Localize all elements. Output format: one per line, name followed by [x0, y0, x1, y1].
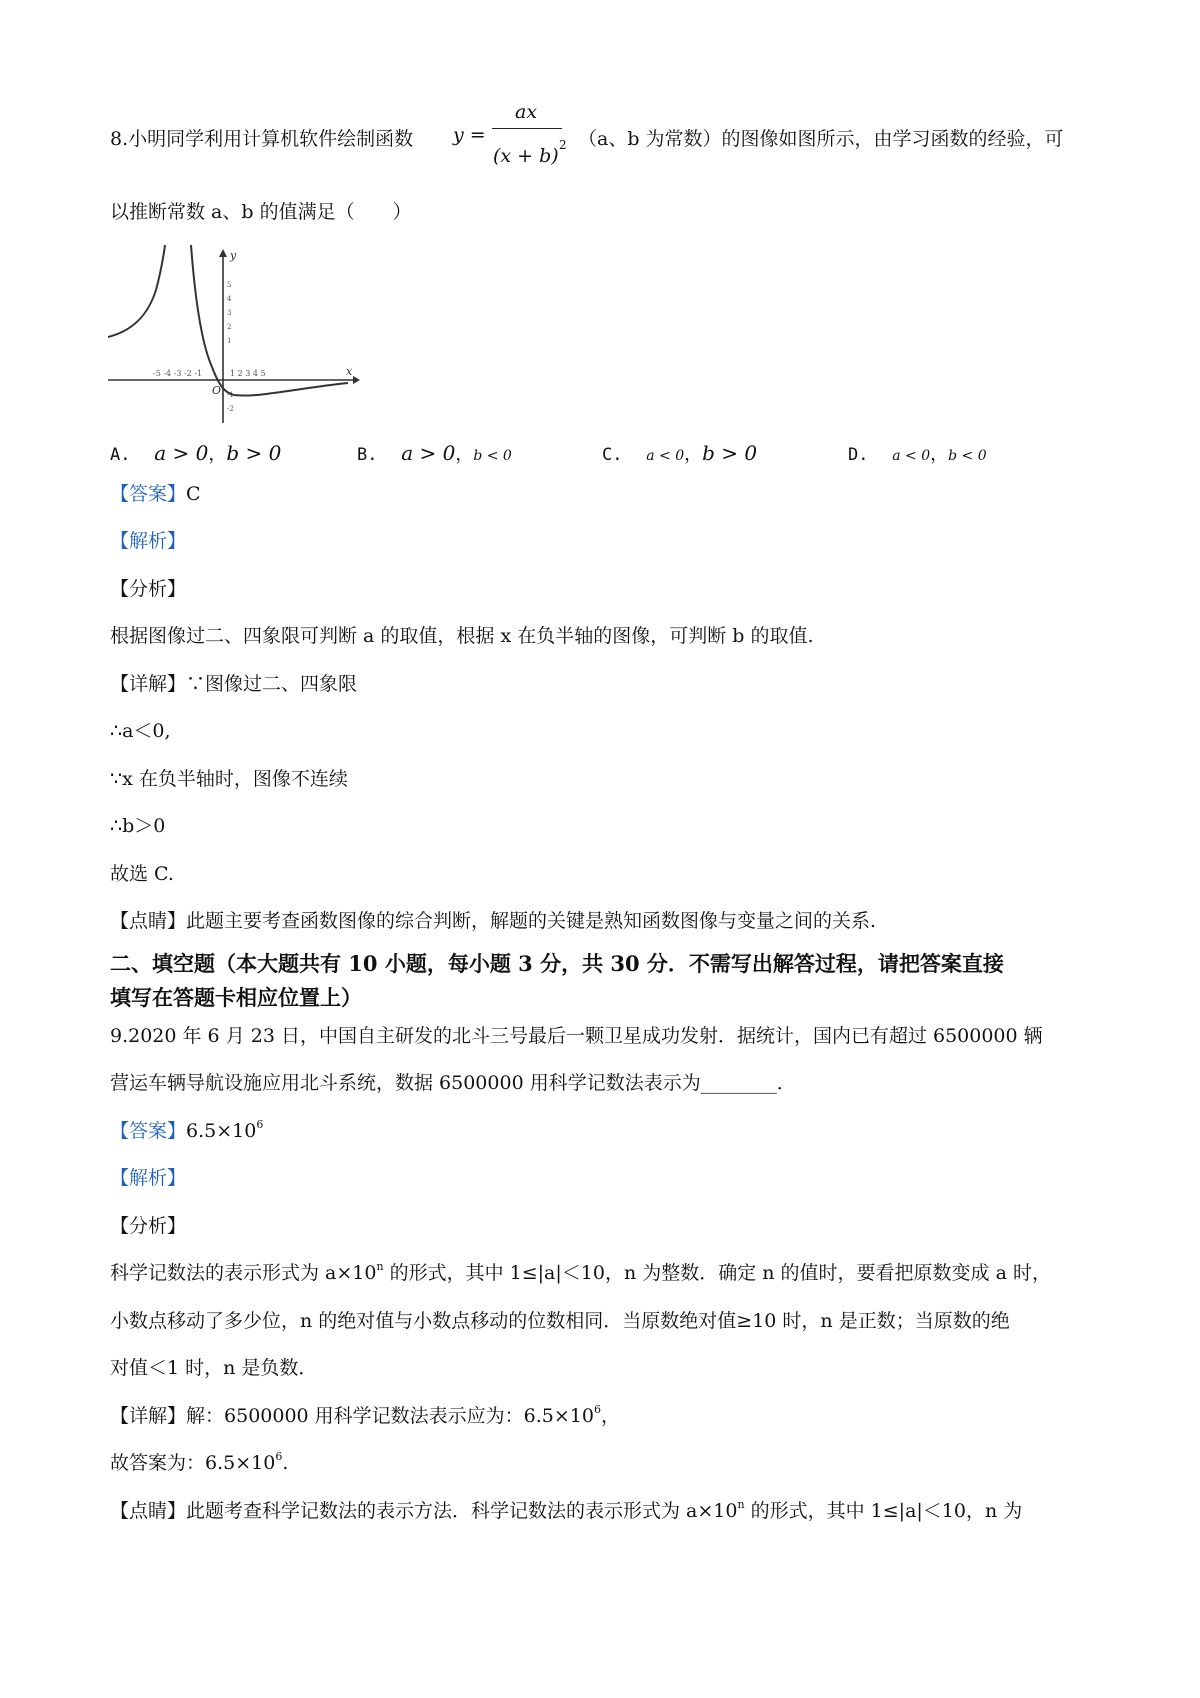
q9-fenxi-tag: 【分析】 — [110, 1215, 187, 1237]
left-branch-curve — [108, 245, 165, 337]
q9-dianjing-exp: n — [737, 1498, 745, 1511]
q9-dianjing-a: 此题考查科学记数法的表示方法．科学记数法的表示形式为 a×10 — [186, 1500, 738, 1522]
option-d-cond-a: a < 0 — [892, 448, 931, 464]
q9-fenxi-l1-a: 科学记数法的表示形式为 a×10 — [110, 1262, 377, 1284]
option-b-label: B. — [357, 445, 378, 465]
q8-dianjing-text: 此题主要考查函数图像的综合判断，解题的关键是熟知函数图像与变量之间的关系. — [186, 910, 877, 932]
q9-guda-text: 故答案为：6.5×10 — [110, 1452, 276, 1474]
option-d[interactable] — [848, 440, 987, 466]
option-c-cond-a: a < 0 — [646, 448, 685, 464]
q9-xiangjie-text: 解：6500000 用科学记数法表示应为：6.5×10 — [186, 1405, 594, 1427]
q9-xiangjie-tag: 【详解】 — [110, 1405, 187, 1427]
q9-line-2: 营运车辆导航设施应用北斗系统，数据 6500000 用科学记数法表示为________． — [110, 1072, 796, 1094]
option-a-sep: ， — [208, 444, 227, 465]
q8-y-eq: y = — [453, 124, 486, 146]
option-a-label: A. — [110, 445, 131, 465]
q8-frac-den: (x + b) — [493, 145, 559, 167]
q8-function-graph — [108, 245, 360, 425]
q9-answer-exp: 6 — [256, 1118, 264, 1131]
q8-xiangjie-tag: 【详解】 — [110, 673, 187, 695]
option-c-cond-b: b > 0 — [702, 441, 758, 465]
q9-dianjing-tag: 【点睛】 — [110, 1500, 187, 1522]
right-branch-curve — [191, 245, 348, 396]
x-ticks-negative: -5 -4 -3 -2 -1 — [153, 369, 203, 378]
y-axis-arrow — [219, 249, 227, 257]
q9-fenxi-l1-b: 的形式，其中 1≤|a|＜10，n 为整数．确定 n 的值时，要看把原数变成 a 时， — [383, 1262, 1051, 1284]
q8-xiangjie-4: ∴b＞0 — [110, 815, 166, 837]
option-c[interactable] — [602, 440, 757, 466]
option-b-cond-b: b < 0 — [473, 448, 512, 464]
q9-answer-base: 6.5×10 — [186, 1120, 257, 1142]
option-a-cond-b: b > 0 — [226, 441, 282, 465]
q9-dianjing-line — [110, 1498, 1023, 1522]
q8-xiangjie-2: ∴a＜0, — [110, 720, 171, 742]
q8-jiexi-tag: 【解析】 — [110, 530, 187, 552]
q9-fenxi-line-2: 小数点移动了多少位，n 的绝对值与小数点移动的位数相同．当原数绝对值≥10 时，n 是正数；当原数的绝 — [110, 1310, 1010, 1332]
option-d-cond-b: b < 0 — [948, 448, 987, 464]
q9-guda-end: . — [282, 1452, 289, 1474]
q8-answer-line — [110, 485, 201, 504]
q8-dianjing — [110, 912, 876, 931]
y-tick-2: 2 — [227, 323, 232, 331]
q8-answer-tag: 【答案】 — [110, 483, 187, 505]
q8-fenxi-tag: 【分析】 — [110, 578, 187, 600]
option-b-sep: ， — [455, 444, 474, 465]
q8-fenxi-text: 根据图像过二、四象限可判断 a 的取值，根据 x 在负半轴的图像，可判断 b 的取值. — [110, 625, 814, 647]
q9-fenxi-l1-exp: n — [376, 1260, 384, 1273]
origin-label: O — [212, 384, 222, 397]
q8-xiangjie-3: ∵x 在负半轴时，图像不连续 — [110, 768, 348, 790]
q8-suffix: （a、b 为常数）的图像如图所示，由学习函数的经验，可 — [578, 128, 1064, 150]
section2-heading-line-2: 填写在答题卡相应位置上） — [110, 985, 362, 1010]
q8-answer-value: C — [186, 483, 201, 505]
q9-answer-line — [110, 1118, 264, 1142]
option-a[interactable] — [110, 440, 281, 466]
q9-fenxi-line-3: 对值＜1 时，n 是负数． — [110, 1357, 318, 1379]
q9-xiangjie-exp: 6 — [594, 1403, 601, 1416]
q8-line-1 — [110, 130, 413, 149]
q9-xiangjie-end: ， — [601, 1405, 621, 1427]
q8-frac-num: ax — [515, 101, 538, 123]
q9-answer-tag: 【答案】 — [110, 1120, 187, 1142]
q8-xiangjie-1 — [110, 675, 357, 694]
option-b[interactable] — [357, 440, 512, 466]
q8-frac-bar — [492, 128, 562, 129]
q8-prefix: 8.小明同学利用计算机软件绘制函数 — [110, 128, 414, 150]
q8-xiangjie-1-text: ∵图像过二、四象限 — [186, 673, 358, 695]
option-c-sep: ， — [684, 444, 703, 465]
option-c-label: C. — [602, 445, 623, 465]
q9-fenxi-line-1 — [110, 1260, 1051, 1284]
q8-frac-exp: 2 — [559, 138, 567, 152]
option-b-cond-a: a > 0 — [401, 441, 456, 465]
q9-xiangjie-line — [110, 1403, 621, 1427]
q8-xiangjie-5: 故选 C. — [110, 863, 174, 885]
y-tick-5: 5 — [227, 281, 232, 289]
y-tick-4: 4 — [227, 295, 232, 303]
x-ticks-positive: 1 2 3 4 5 — [230, 369, 266, 378]
option-d-sep: ， — [930, 444, 949, 465]
y-tick-neg2: -2 — [227, 405, 234, 413]
x-axis-arrow — [353, 376, 360, 384]
section2-heading-line-1: 二、填空题（本大题共有 10 小题，每小题 3 分，共 30 分．不需写出解答过程，请把答案直接 — [110, 951, 1004, 976]
q9-guda-line — [110, 1450, 289, 1474]
q9-jiexi-tag: 【解析】 — [110, 1167, 187, 1189]
option-d-label: D. — [848, 445, 869, 465]
axis-label-y: y — [230, 249, 237, 262]
axis-label-x: x — [346, 365, 353, 378]
q9-guda-exp: 6 — [275, 1450, 283, 1463]
y-tick-neg1: -1 — [227, 391, 234, 399]
q9-dianjing-b: 的形式，其中 1≤|a|＜10，n 为 — [744, 1500, 1023, 1522]
option-a-cond-a: a > 0 — [154, 441, 209, 465]
y-tick-3: 3 — [227, 309, 232, 317]
y-tick-1: 1 — [227, 337, 232, 345]
q8-line-2: 以推断常数 a、b 的值满足（ ） — [110, 201, 412, 223]
q8-dianjing-tag: 【点睛】 — [110, 910, 187, 932]
q9-line-1: 9.2020 年 6 月 23 日，中国自主研发的北斗三号最后一颗卫星成功发射．据统计，国内已有超过 6500000 辆 — [110, 1025, 1043, 1047]
